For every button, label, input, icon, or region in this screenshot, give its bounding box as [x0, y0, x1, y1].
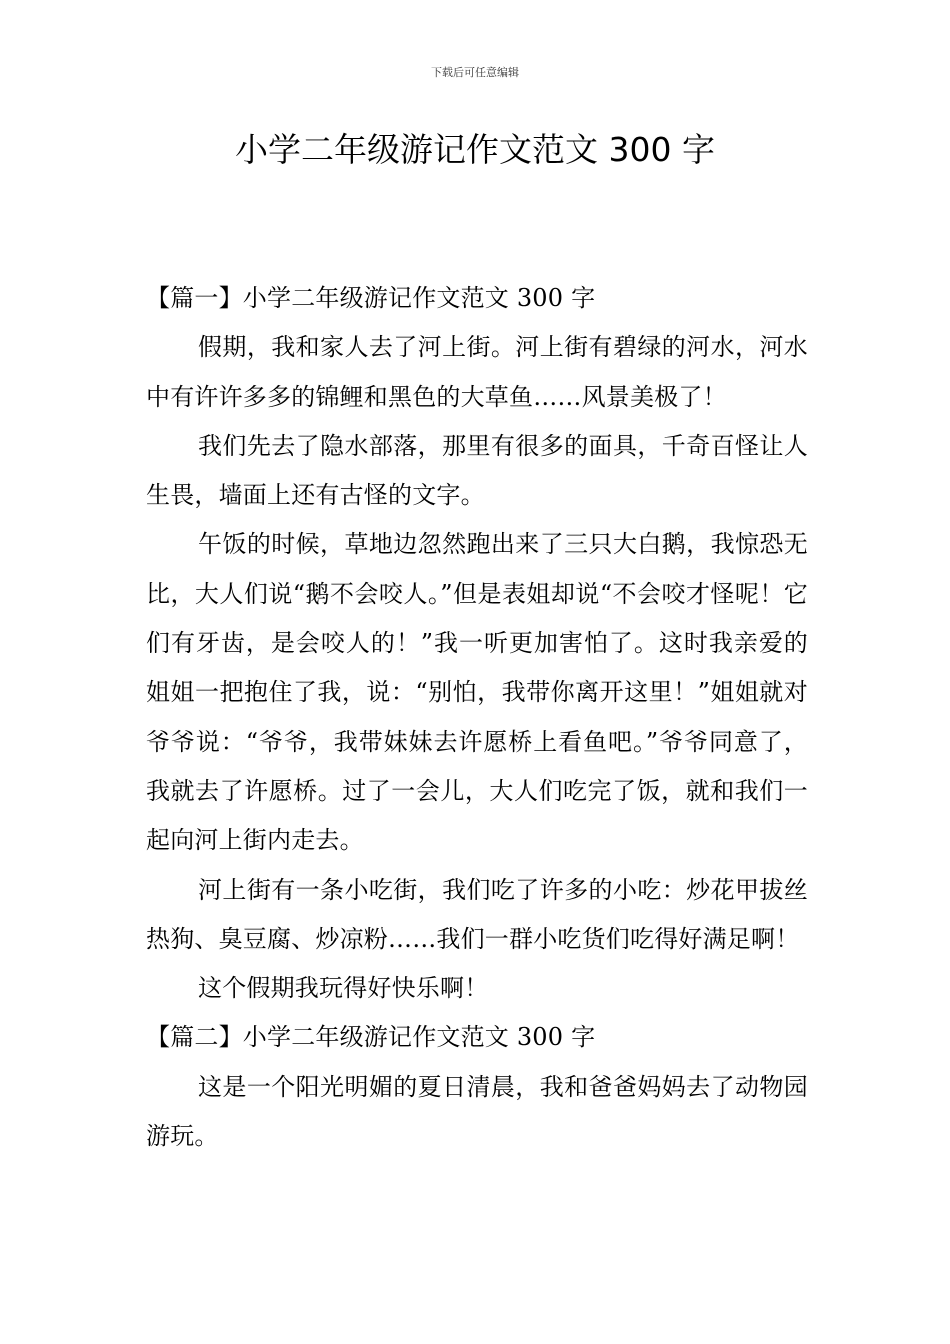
paragraph: 河上街有一条小吃街，我们吃了许多的小吃：炒花甲拔丝热狗、臭豆腐、炒凉粉……我们一群小吃货们吃得好满足啊！ — [146, 875, 808, 953]
section-heading: 【篇一】小学二年级游记作文范文 300 字 — [146, 284, 596, 312]
document-body — [146, 274, 808, 1161]
paragraph: 假期，我和家人去了河上街。河上街有碧绿的河水，河水中有许许多多的锦鲤和黑色的大草鱼……风景美极了！ — [146, 333, 808, 411]
header-note: 下载后可任意编辑 — [431, 66, 519, 79]
paragraph: 这个假期我玩得好快乐啊！ — [198, 974, 489, 1003]
paragraph: 这是一个阳光明媚的夏日清晨，我和爸爸妈妈去了动物园游玩。 — [146, 1072, 808, 1151]
paragraph: 午饭的时候，草地边忽然跑出来了三只大白鹅，我惊恐无比，大人们说“鹅不会咬人。”但是表姐却说“不会咬才怪呢！它们有牙齿，是会咬人的！”我一听更加害怕了。这时我亲爱的姐姐一把抱住了我，说：“别怕，我带你离开这里！”姐姐就对爷爷说：“爷爷，我带妹妹去许愿桥上看鱼吧。”爷爷同意了，我就去了许愿桥。过了一会儿，大人们吃完了饭，就和我们一起向河上街内走去。 — [146, 530, 808, 855]
section-heading: 【篇二】小学二年级游记作文范文 300 字 — [146, 1023, 596, 1052]
paragraph: 我们先去了隐水部落，那里有很多的面具，千奇百怪让人生畏，墙面上还有古怪的文字。 — [146, 431, 808, 510]
document-title: 小学二年级游记作文范文 300 字 — [235, 130, 715, 169]
